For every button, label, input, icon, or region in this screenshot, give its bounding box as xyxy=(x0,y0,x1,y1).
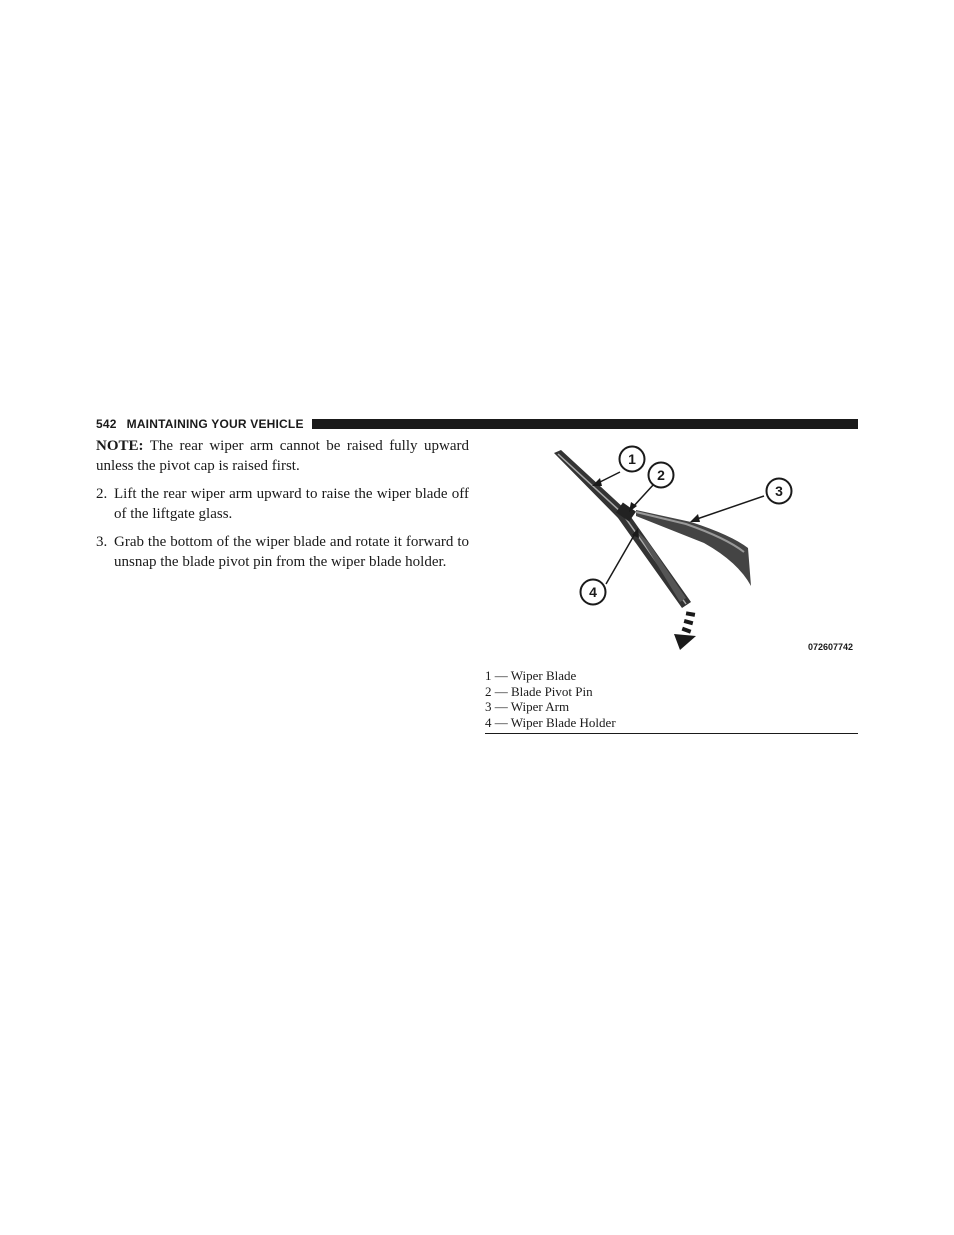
step-number: 3. xyxy=(96,534,108,550)
note-paragraph xyxy=(96,437,469,476)
header-rule xyxy=(312,419,858,429)
page-header xyxy=(96,417,858,431)
step-text: Lift the rear wiper arm upward to raise the wiper blade off of the liftgate glass. xyxy=(114,486,469,522)
callout-2-label: 2 xyxy=(657,467,665,483)
step-item xyxy=(96,485,469,524)
wiper-blade-illustration xyxy=(486,440,858,662)
callout-3-label: 3 xyxy=(775,483,783,499)
figure-legend xyxy=(485,668,858,731)
callout-4 xyxy=(581,580,606,605)
body-text xyxy=(96,437,469,581)
callout-3 xyxy=(767,479,792,504)
callout-2 xyxy=(649,463,674,488)
blade-holder-shape xyxy=(636,530,686,602)
step-number: 2. xyxy=(96,486,108,502)
legend-item: 3 — Wiper Arm xyxy=(485,699,570,715)
rotate-arrow-icon xyxy=(674,611,696,650)
leader-line-4 xyxy=(606,532,636,584)
step-text: Grab the bottom of the wiper blade and rotate it forward to unsnap the blade pivot pin from the wiper blade holder. xyxy=(114,534,469,570)
note-label: NOTE: xyxy=(96,438,144,454)
figure-code: 072607742 xyxy=(807,642,853,652)
legend-rule xyxy=(485,733,858,734)
legend-item: 2 — Blade Pivot Pin xyxy=(485,683,593,699)
note-text: The rear wiper arm cannot be raised fully upward unless the pivot cap is raised first. xyxy=(96,438,469,474)
callout-4-label: 4 xyxy=(589,584,597,600)
step-item xyxy=(96,533,469,572)
legend-item: 4 — Wiper Blade Holder xyxy=(485,715,616,731)
legend-item: 1 — Wiper Blade xyxy=(485,668,577,683)
page-number: 542 xyxy=(96,417,117,431)
leader-line-3 xyxy=(694,496,764,520)
section-title: MAINTAINING YOUR VEHICLE xyxy=(126,417,304,431)
wiper-figure xyxy=(486,440,858,662)
leader-arrow-3 xyxy=(690,514,700,522)
callout-1-label: 1 xyxy=(628,451,636,467)
leader-line-2 xyxy=(632,484,654,508)
callout-1 xyxy=(620,447,645,472)
